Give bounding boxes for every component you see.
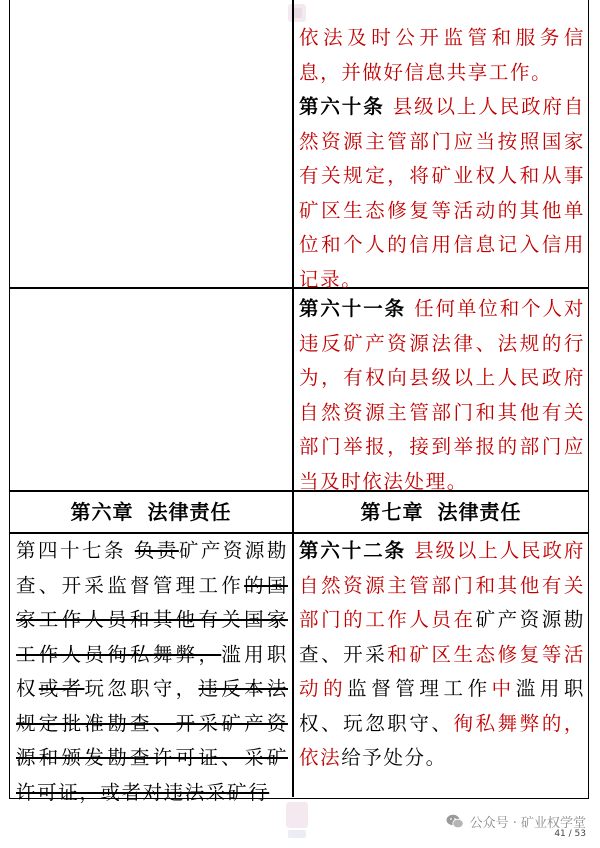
row2-right-cell <box>299 292 585 499</box>
article-60-text: 县级以上人民政府自然资源主管部门应当按照国家有关规定，将矿业权人和从事矿区生态修复等活动的其他单位和个人的信用信息记入信用记录。 <box>299 95 585 291</box>
article-60-label: 第六十条 <box>299 95 385 118</box>
row1-right-cell <box>299 21 585 297</box>
retained-text: 矿产资源勘查、开采监督管理工作 <box>16 539 288 597</box>
article-61-text: 任何单位和个人对违反矿产资源法律、法规的行为，有权向县级以上人民政府自然资源主管部门和其他有关部门举报，接到举报的部门应当及时依法处理。 <box>299 297 585 493</box>
chapter-6-title: 法律责任 <box>147 500 232 524</box>
added-text: 中 <box>491 677 516 700</box>
article-47-label: 第四十七条 <box>16 539 135 562</box>
retained-text: 监督管理工作 <box>347 677 492 700</box>
chapter-7-title: 法律责任 <box>437 500 522 524</box>
info-sharing-text: 依法及时公开监管和服务信息，并做好信息共享工作。 <box>299 26 585 84</box>
retained-text: 滥用职权 <box>16 642 288 700</box>
account-name: 公众号 · 矿业权学堂 <box>469 816 586 831</box>
retained-text: 矿产资源勘查、开采 <box>299 608 585 666</box>
retained-text: 滥用职权、玩忽职守、 <box>299 677 586 735</box>
chapter-7-number: 第七章 <box>360 500 424 524</box>
column-divider <box>292 0 294 797</box>
article-62-label: 第六十二条 <box>299 539 406 562</box>
page-number: 41 / 53 <box>554 829 586 839</box>
wechat-icon <box>446 814 464 829</box>
deleted-text: 负责 <box>134 539 179 562</box>
added-text: 和矿区生态修复等活动的 <box>299 642 585 700</box>
deleted-text: 违反本法规定批准勘查、开采矿产资源和颁发勘查许可证、采矿许可证，或者对违法采矿行 <box>16 677 288 804</box>
deleted-text: 或者 <box>38 677 85 700</box>
chapter-6-heading <box>10 491 292 533</box>
article-61-label: 第六十一条 <box>299 297 406 320</box>
chapter-6-number: 第六章 <box>70 500 134 524</box>
added-text: 徇私舞弊的，依法 <box>299 711 586 769</box>
chapter-7-heading <box>294 491 588 533</box>
added-text: 县级以上人民政府自然资源主管部门和其他有关部门的工作人员在 <box>299 539 585 631</box>
retained-text: 玩忽职守， <box>84 677 199 700</box>
retained-text: 给予处分。 <box>341 746 447 769</box>
comparison-table <box>9 0 589 804</box>
new-article-62-cell <box>299 534 585 776</box>
deleted-text: 的国家工作人员和其他有关国家工作人员徇私舞弊， <box>16 573 288 666</box>
old-article-47-cell <box>16 534 288 810</box>
